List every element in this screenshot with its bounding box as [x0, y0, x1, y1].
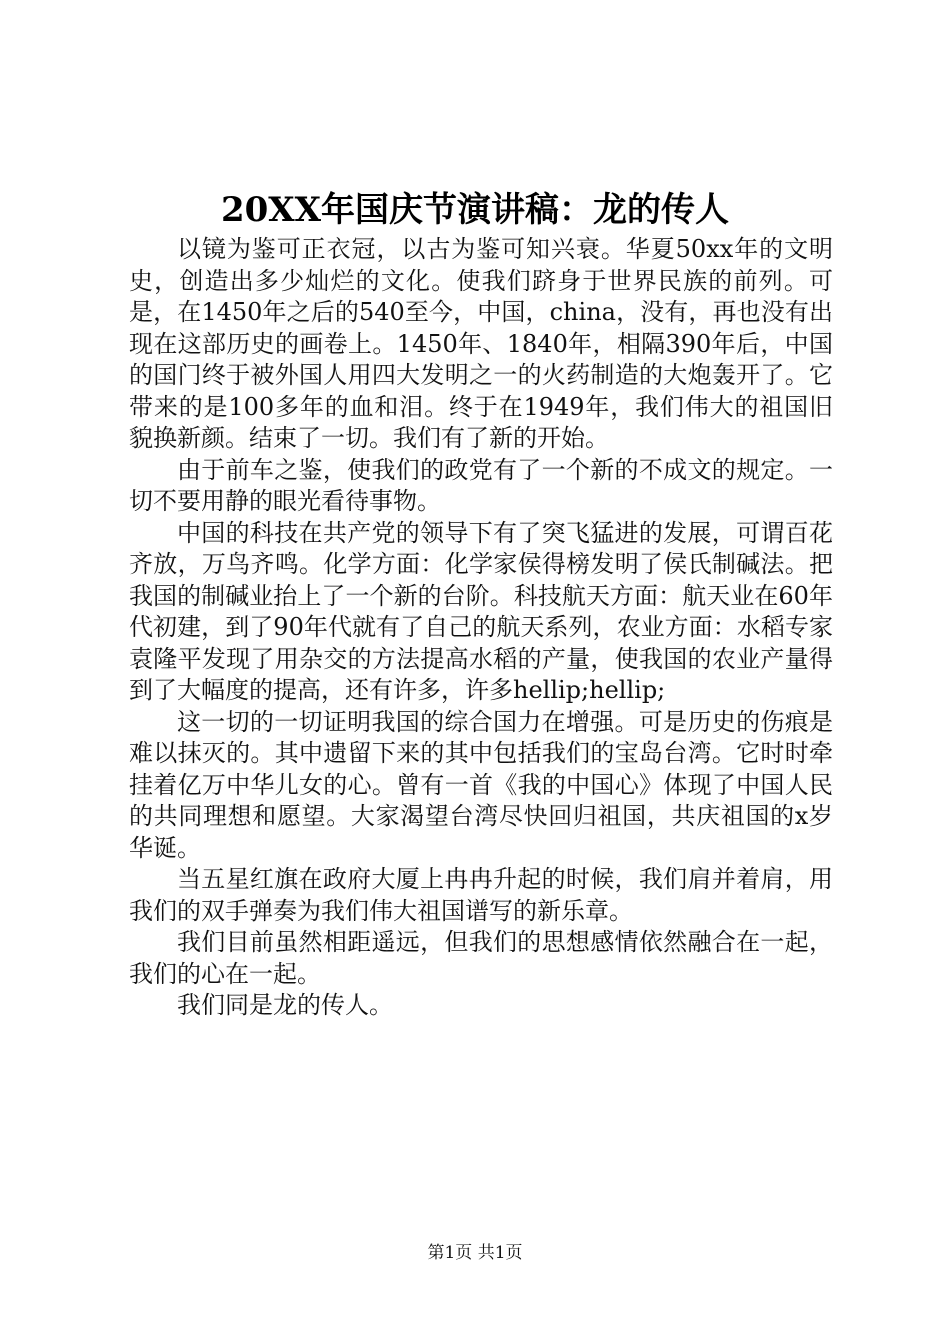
- paragraph-2: 由于前车之鉴，使我们的政党有了一个新的不成文的规定。一切不要用静的眼光看待事物。: [129, 455, 833, 515]
- paragraph-4: 这一切的一切证明我国的综合国力在增强。可是历史的伤痕是难以抹灭的。其中遗留下来的其中包括我们的宝岛台湾。它时时牵挂着亿万中华儿女的心。曾有一首《我的中国心》体现了中国人民的共同理想和愿望。大家渴望台湾尽快回归祖国，共庆祖国的x岁华诞。: [129, 707, 833, 862]
- page-footer: 第1页 共1页: [427, 1243, 523, 1263]
- paragraph-1: 以镜为鉴可正衣冠，以古为鉴可知兴衰。华夏50xx年的文明史，创造出多少灿烂的文化。使我们跻身于世界民族的前列。可是，在1450年之后的540至今，中国，china，没有，再也没有出现在这部历史的画卷上。1450年、1840年，相隔390年后，中国的国门终于被外国人用四大发明之一的火药制造的大炮轰开了。它带来的是100多年的血和泪。终于在1949年，我们伟大的祖国旧貌换新颜。结束了一切。我们有了新的开始。: [129, 235, 833, 452]
- paragraph-6: 我们目前虽然相距遥远，但我们的思想感情依然融合在一起，我们的心在一起。: [129, 928, 833, 988]
- paragraph-3: 中国的科技在共产党的领导下有了突飞猛进的发展，可谓百花齐放，万鸟齐鸣。化学方面：化学家侯得榜发明了侯氏制碱法。把我国的制碱业抬上了一个新的台阶。科技航天方面：航天业在60年代初建，到了90年代就有了自己的航天系列，农业方面：水稻专家袁隆平发现了用杂交的方法提高水稻的产量，使我国的农业产量得到了大幅度的提高，还有许多，许多hellip;hellip;: [129, 518, 833, 704]
- document-body: [129, 234, 833, 1022]
- paragraph-7: 我们同是龙的传人。: [177, 991, 393, 1019]
- paragraph-5: 当五星红旗在政府大厦上冉冉升起的时候，我们肩并着肩，用我们的双手弹奏为我们伟大祖国谱写的新乐章。: [129, 865, 833, 925]
- document-title: 20XX年国庆节演讲稿：龙的传人: [220, 190, 730, 230]
